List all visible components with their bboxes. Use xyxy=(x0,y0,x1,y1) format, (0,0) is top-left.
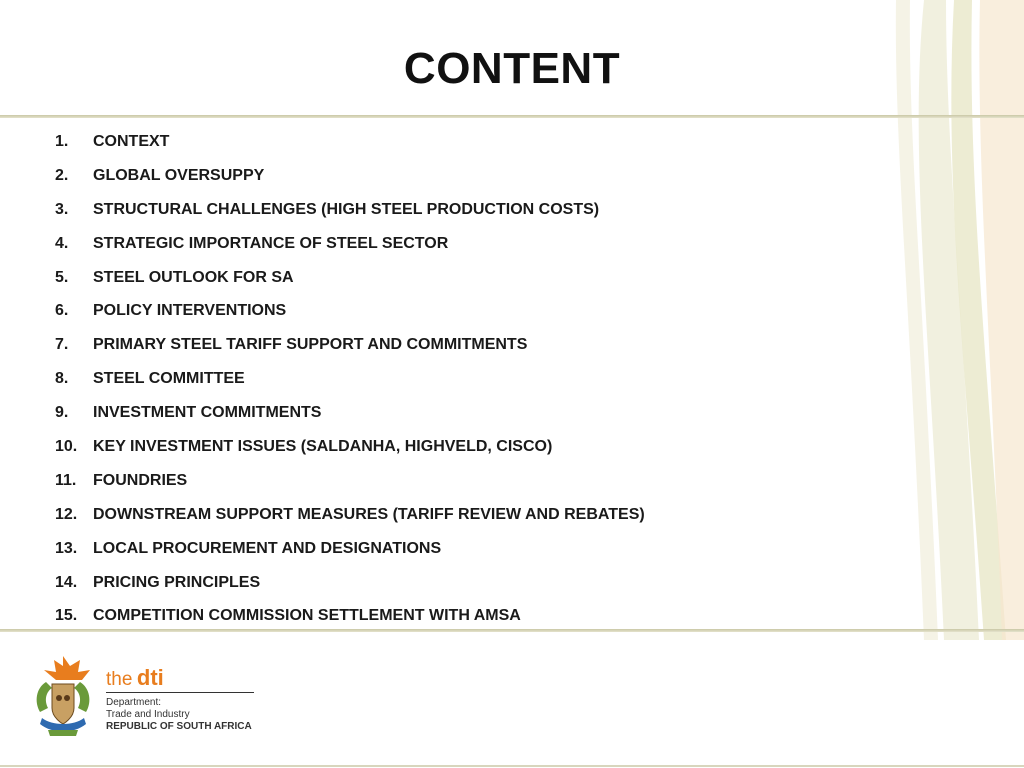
list-item xyxy=(55,430,935,464)
footer-divider xyxy=(0,765,1024,767)
department-text xyxy=(106,697,252,733)
item-number: 11. xyxy=(55,471,77,489)
item-text: POLICY INTERVENTIONS xyxy=(93,302,287,320)
list-item xyxy=(55,328,935,362)
item-text: PRICING PRINCIPLES xyxy=(93,573,261,591)
item-number: 3. xyxy=(55,200,69,218)
item-text: KEY INVESTMENT ISSUES (SALDANHA, HIGHVELD, CISCO) xyxy=(93,437,553,455)
list-item xyxy=(55,498,935,532)
list-item xyxy=(55,125,935,159)
list-item xyxy=(55,294,935,328)
top-divider xyxy=(0,115,1024,118)
list-item xyxy=(55,566,935,600)
item-number: 9. xyxy=(55,404,69,422)
item-text: STRUCTURAL CHALLENGES (HIGH STEEL PRODUCTION COSTS) xyxy=(93,200,600,218)
item-number: 1. xyxy=(55,132,69,150)
list-item xyxy=(55,261,935,295)
slide-title: CONTENT xyxy=(403,44,621,93)
item-number: 6. xyxy=(55,302,69,320)
coat-of-arms-icon xyxy=(28,652,98,740)
item-text: INVESTMENT COMMITMENTS xyxy=(93,404,322,422)
list-item xyxy=(55,193,935,227)
item-text: DOWNSTREAM SUPPORT MEASURES (TARIFF REVIEW AND REBATES) xyxy=(93,505,645,523)
dept-line-2: Trade and Industry xyxy=(106,709,190,720)
list-item xyxy=(55,227,935,261)
dti-brand xyxy=(106,665,164,691)
item-text: STEEL OUTLOOK FOR SA xyxy=(93,268,294,286)
list-item xyxy=(55,464,935,498)
contents-list xyxy=(55,125,935,633)
item-number: 2. xyxy=(55,166,69,184)
brand-underline xyxy=(106,692,254,693)
item-text: LOCAL PROCUREMENT AND DESIGNATIONS xyxy=(93,539,442,557)
list-item xyxy=(55,396,935,430)
item-number: 10. xyxy=(55,437,78,455)
item-text: PRIMARY STEEL TARIFF SUPPORT AND COMMITMENTS xyxy=(93,336,528,354)
item-number: 14. xyxy=(55,573,78,591)
dept-line-3: REPUBLIC OF SOUTH AFRICA xyxy=(106,721,252,732)
item-number: 15. xyxy=(55,607,78,625)
item-text: STEEL COMMITTEE xyxy=(93,370,245,388)
item-text: FOUNDRIES xyxy=(93,471,188,489)
item-text: CONTEXT xyxy=(93,132,170,150)
list-item xyxy=(55,159,935,193)
item-number: 13. xyxy=(55,539,78,557)
item-text: COMPETITION COMMISSION SETTLEMENT WITH AMSA xyxy=(93,607,521,625)
item-number: 4. xyxy=(55,234,69,252)
item-text: STRATEGIC IMPORTANCE OF STEEL SECTOR xyxy=(93,234,449,252)
bottom-divider xyxy=(0,629,1024,632)
brand-the: the xyxy=(106,669,133,690)
list-item xyxy=(55,362,935,396)
item-number: 7. xyxy=(55,336,69,354)
brand-dti: dti xyxy=(136,665,164,690)
item-text: GLOBAL OVERSUPPY xyxy=(93,166,265,184)
item-number: 8. xyxy=(55,370,69,388)
list-item xyxy=(55,532,935,566)
item-number: 12. xyxy=(55,505,78,523)
item-number: 5. xyxy=(55,268,69,286)
dept-line-1: Department: xyxy=(106,697,162,708)
